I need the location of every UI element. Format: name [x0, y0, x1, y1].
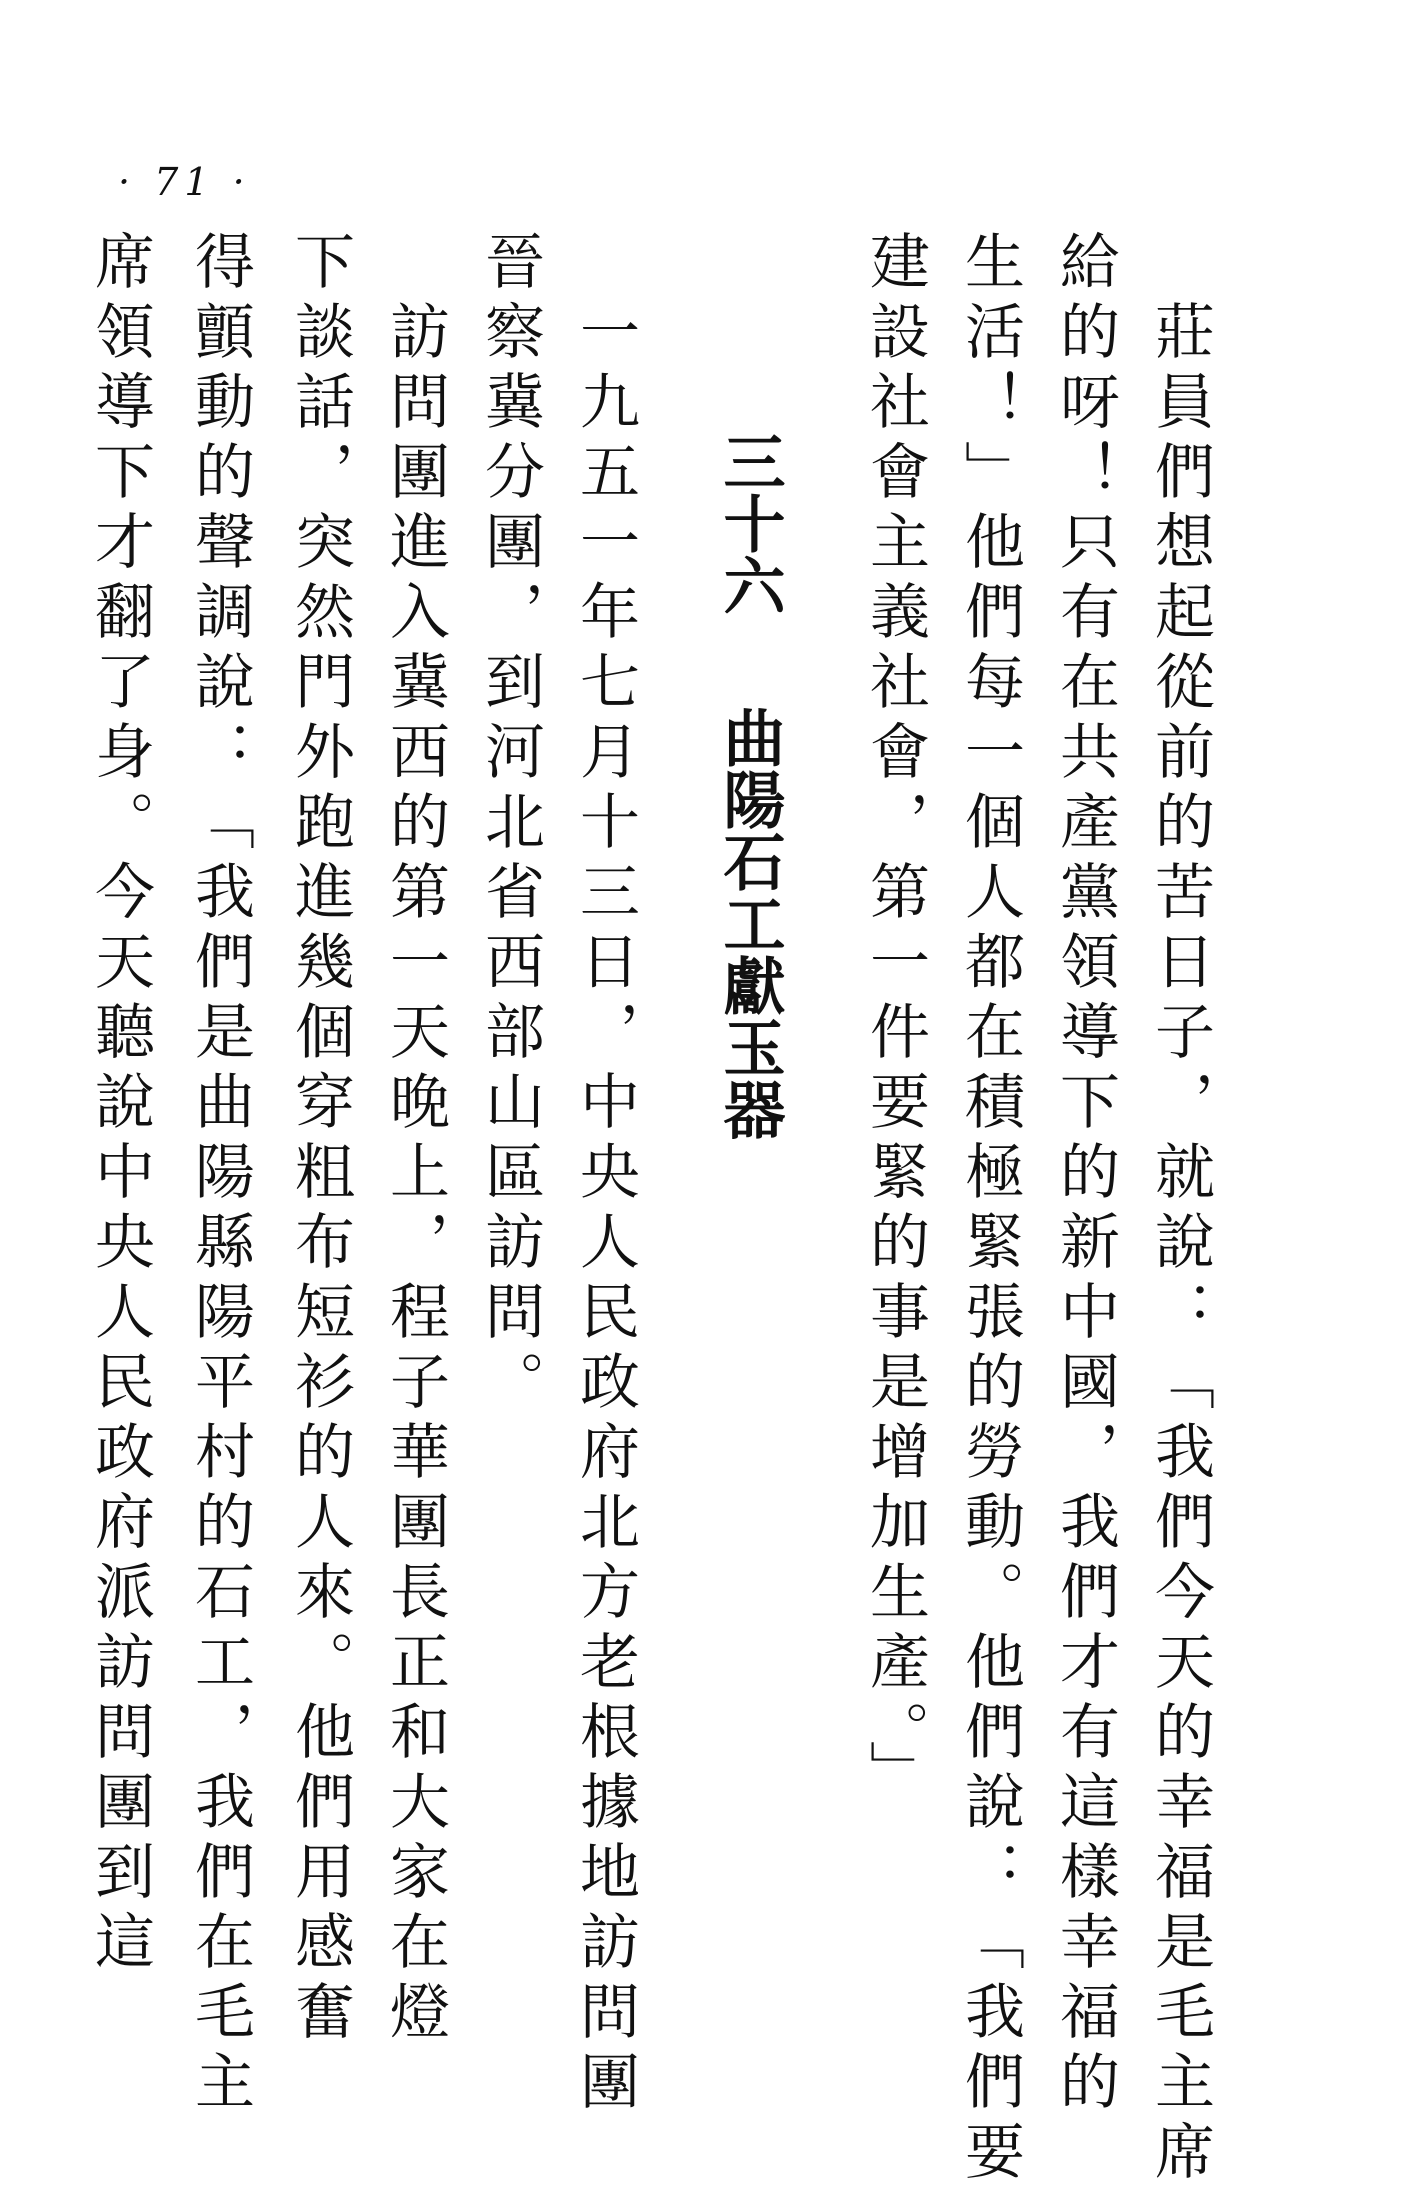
text-column-4: 建設社會主義社會，第一件要緊的事是增加生產。」: [860, 230, 930, 1810]
text-column-3: 生活！」他們每一個人都在積極緊張的勞動。他們說：「我們要: [955, 230, 1025, 2190]
text-column-7: 訪問團進入冀西的第一天晚上，程子華團長正和大家在燈: [380, 300, 450, 2050]
chapter-title: 曲陽石工獻玉器: [713, 706, 786, 1140]
text-column-2: 給的呀！只有在共產黨領導下的新中國，我們才有這樣幸福的: [1050, 230, 1120, 2120]
text-column-8: 下談話，突然門外跑進幾個穿粗布短衫的人來。他們用感奮: [285, 230, 355, 2050]
text-column-9: 得顫動的聲調說：「我們是曲陽縣陽平村的石工，我們在毛主: [185, 230, 255, 2120]
text-column-10: 席領導下才翻了身。今天聽說中央人民政府派訪問團到這: [85, 230, 155, 1980]
text-column-6: 晉察冀分團，到河北省西部山區訪問。: [475, 230, 545, 1420]
chapter-number: 三十六: [713, 430, 786, 616]
page-number: · 71 ·: [118, 160, 251, 204]
text-column-5: 一九五一年七月十三日，中央人民政府北方老根據地訪問團: [570, 300, 640, 2120]
chapter-heading: [713, 430, 786, 1140]
text-column-1: 莊員們想起從前的苦日子，就說：「我們今天的幸福是毛主席: [1145, 300, 1215, 2190]
